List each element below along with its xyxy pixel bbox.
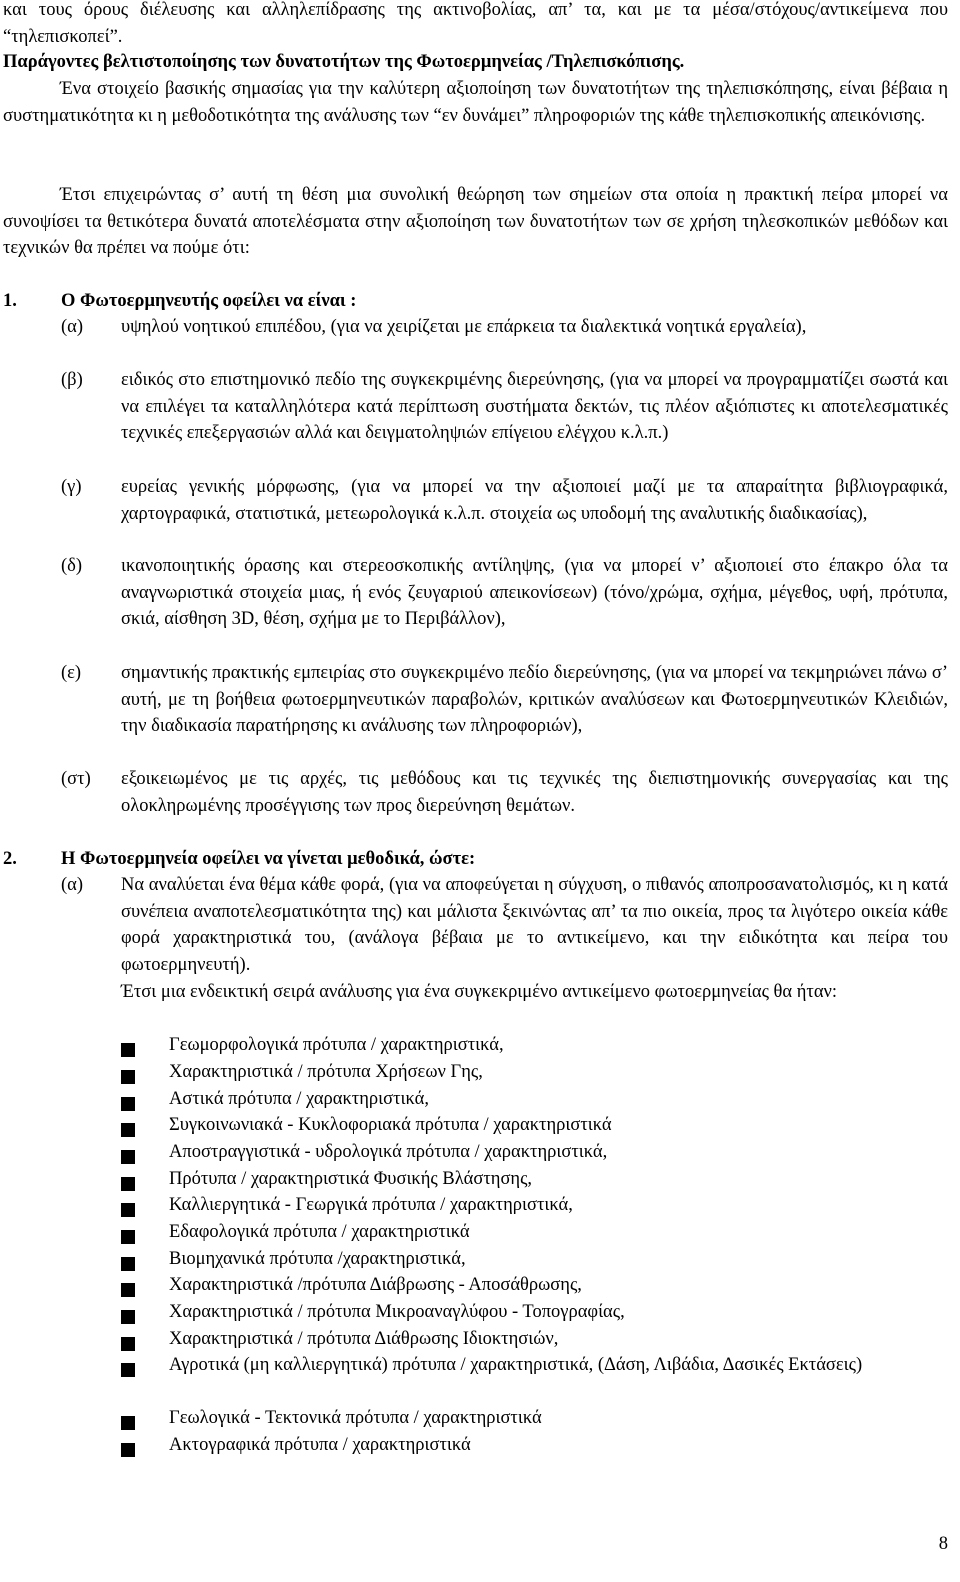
list-item: Ακτογραφικά πρότυπα / χαρακτηριστικά <box>169 1435 471 1455</box>
square-bullet-icon <box>121 1230 135 1244</box>
list-item: Χαρακτηριστικά / πρότυπα Διάθρωσης Ιδιοκτησιών, <box>169 1329 559 1349</box>
square-bullet-icon <box>121 1416 135 1430</box>
list-item: σημαντικής πρακτικής εμπειρίας στο συγκεκριμένο πεδίο διερεύνησης, (για να μπορεί να τεκμηριώνει πάνω σ’ αυτή, με τη βοήθεια φωτοερμηνευτικών παραβολών, κριτικών αναλύσεων και Φωτοερμηνευτικών Κλειδιών, την διαδικασία παρατήρησης κι ανάλυσης των πληροφοριών), <box>121 663 948 737</box>
list-item: Αγροτικά (μη καλλιεργητικά) πρότυπα / χαρακτηριστικά, (Δάση, Λιβάδια, Δασικές Εκτάσεις) <box>169 1355 863 1375</box>
continuation-paragraph: και τους όρους διέλευσης και αλληλεπίδρασης της ακτινοβολίας, απ’ τα, και με τα μέσα/στόχους/αντικείμενα που “τηλεπισκοπεί”. <box>3 0 948 47</box>
square-bullet-icon <box>121 1150 135 1164</box>
intro-paragraph-2: Έτσι επιχειρώντας σ’ αυτή τη θέση μια συνολική θεώρηση των σημείων στα οποία η πρακτική πείρα μπορεί να συνοψίσει τα θετικότερα δυνατά αποτελέσματα στην αξιοποίηση των δυνατοτήτων των σε χρήση τηλεσκοπικών μεθόδων και τεχνικών θα πρέπει να πούμε ότι: <box>3 185 948 259</box>
square-bullet-icon <box>121 1337 135 1351</box>
item-label: (α) <box>61 875 84 895</box>
section-1-number: 1. <box>3 291 17 311</box>
list-item: εξοικειωμένος με τις αρχές, τις μεθόδους και τις τεχνικές της διεπιστημονικής συνεργασίας και της ολοκληρωμένης προσέγγισης των προς διερεύνηση θεμάτων. <box>121 769 948 816</box>
intro-paragraph-1: Ένα στοιχείο βασικής σημασίας για την καλύτερη αξιοποίηση των δυνατοτήτων της τηλεπισκόπησης, είναι βέβαια η συστηματικότητα κι η μεθοδοτικότητα της ανάλυσης των “εν δυνάμει” πληροφοριών της κάθε τηλεπισκοπικής απεικόνισης. <box>3 79 948 126</box>
list-item: Αποστραγγιστικά - υδρολογικά πρότυπα / χαρακτηριστικά, <box>169 1142 608 1162</box>
page-number: 8 <box>938 1534 948 1554</box>
item-label: (ε) <box>61 663 82 683</box>
section-heading: Παράγοντες βελτιστοποίησης των δυνατοτήτων της Φωτοερμηνείας /Τηλεπισκόπισης. <box>3 52 685 72</box>
item-label: (στ) <box>61 769 91 789</box>
list-item: Συγκοινωνιακά - Κυκλοφοριακά πρότυπα / χαρακτηριστικά <box>169 1115 612 1135</box>
list-item: Χαρακτηριστικά /πρότυπα Διάβρωσης - Αποσάθρωσης, <box>169 1275 582 1295</box>
square-bullet-icon <box>121 1257 135 1271</box>
item-label: (γ) <box>61 477 82 497</box>
list-item: Χαρακτηριστικά / πρότυπα Μικροαναγλύφου - Τοπογραφίας, <box>169 1302 625 1322</box>
list-item-followup: Έτσι μια ενδεικτική σειρά ανάλυσης για ένα συγκεκριμένο αντικείμενο φωτοερμηνείας θα ήταν: <box>121 982 838 1002</box>
list-item: ειδικός στο επιστημονικό πεδίο της συγκεκριμένης διερεύνησης, (για να μπορεί να προγραμματίζει σωστά και να επιλέγει τα καταλληλότερα κατά περίπτωση συστήματα δεκτών, τις πλέον αξιόπιστες κι αποτελεσματικές τεχνικές επεξεργασιών αλλά και δειγματοληψιών επίγειου ελέγχου κ.λ.π.) <box>121 370 948 444</box>
item-label: (δ) <box>61 556 83 576</box>
list-item: υψηλού νοητικού επιπέδου, (για να χειρίζεται με επάρκεια τα διαλεκτικά νοητικά εργαλεία), <box>121 317 807 337</box>
list-item: Αστικά πρότυπα / χαρακτηριστικά, <box>169 1089 429 1109</box>
list-item: Γεωλογικά - Τεκτονικά πρότυπα / χαρακτηριστικά <box>169 1408 542 1428</box>
square-bullet-icon <box>121 1097 135 1111</box>
item-label: (β) <box>61 370 83 390</box>
list-item: Πρότυπα / χαρακτηριστικά Φυσικής Βλάστησης, <box>169 1169 533 1189</box>
square-bullet-icon <box>121 1123 135 1137</box>
section-2-number: 2. <box>3 849 17 869</box>
square-bullet-icon <box>121 1177 135 1191</box>
square-bullet-icon <box>121 1203 135 1217</box>
square-bullet-icon <box>121 1283 135 1297</box>
square-bullet-icon <box>121 1043 135 1057</box>
list-item: Βιομηχανικά πρότυπα /χαρακτηριστικά, <box>169 1249 466 1269</box>
list-item: Εδαφολογικά πρότυπα / χαρακτηριστικά <box>169 1222 470 1242</box>
list-item: Χαρακτηριστικά / πρότυπα Χρήσεων Γης, <box>169 1062 483 1082</box>
list-item: ικανοποιητικής όρασης και στερεοσκοπικής αντίληψης, (για να μπορεί ν’ αξιοποιεί στο έπακρο όλα τα αναγνωριστικά στοιχεία μιας, ή ενός ζευγαριού απεικονίσεων) (τόνο/χρώμα, σχήμα, μέγεθος, υφή, πρότυπα, σκιά, αίσθηση 3D, θέση, σχήμα με το Περιβάλλον), <box>121 556 948 630</box>
section-1-title: Ο Φωτοερμηνευτής οφείλει να είναι : <box>61 291 357 311</box>
item-label: (α) <box>61 317 84 337</box>
list-item: Να αναλύεται ένα θέμα κάθε φορά, (για να αποφεύγεται η σύγχυση, ο πιθανός αποπροσανατολισμός, κι η κατά συνέπεια αναποτελεσματικότητα της) και μάλιστα ξεκινώντας απ’ τα πιο οικεία, προς τα λιγότερο οικεία κάθε φορά χαρακτηριστικά του, (ανάλογα βέβαια με το αντικείμενο, και την ειδικότητα και πείρα του φωτοερμηνευτή). <box>121 875 948 975</box>
square-bullet-icon <box>121 1070 135 1084</box>
square-bullet-icon <box>121 1443 135 1457</box>
square-bullet-icon <box>121 1363 135 1377</box>
list-item: Γεωμορφολογικά πρότυπα / χαρακτηριστικά, <box>169 1035 504 1055</box>
square-bullet-icon <box>121 1310 135 1324</box>
list-item: ευρείας γενικής μόρφωσης, (για να μπορεί να την αξιοποιεί μαζί με τα απαραίτητα βιβλιογραφικά, χαρτογραφικά, στατιστικά, μετεωρολογικά κ.λ.π. στοιχεία ως υποδομή της αναλυτικής διαδικασίας), <box>121 477 948 524</box>
list-item: Καλλιεργητικά - Γεωργικά πρότυπα / χαρακτηριστικά, <box>169 1195 573 1215</box>
section-2-title: Η Φωτοερμηνεία οφείλει να γίνεται μεθοδικά, ώστε: <box>61 849 476 869</box>
